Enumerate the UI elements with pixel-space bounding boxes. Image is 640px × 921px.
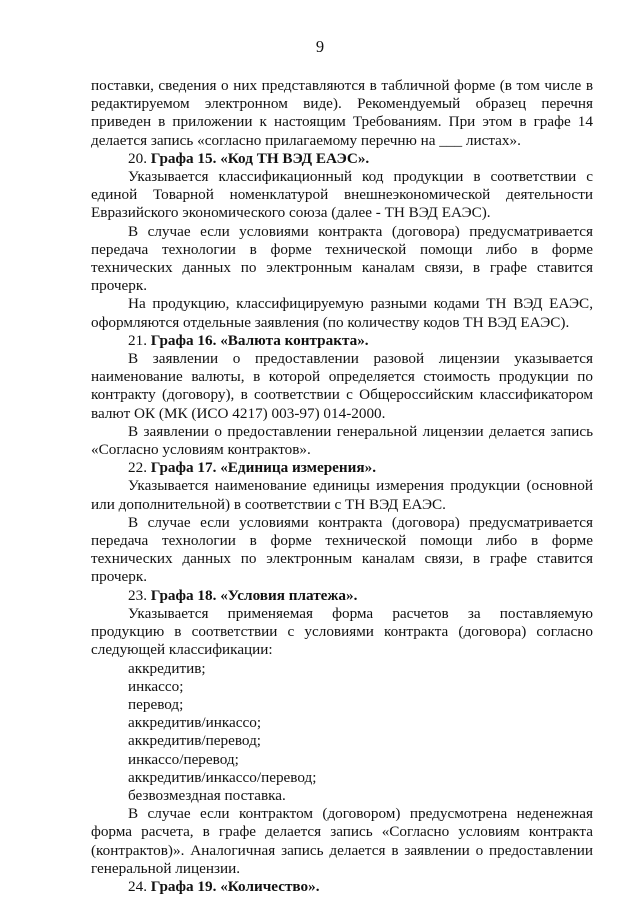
paragraph: Указывается наименование единицы измерения продукции (основной или дополнительной) в соответствии с ТН ВЭД ЕАЭС. xyxy=(91,477,593,513)
document-body xyxy=(91,77,593,896)
section-title: Графа 17. «Единица измерения». xyxy=(150,459,377,477)
paragraph: В случае если контрактом (договором) предусмотрена неденежная форма расчета, в графе делается запись «Согласно условиям контракта (контрактов)». Аналогичная запись делается в заявлении о предоставлении генеральной лицензии. xyxy=(91,805,593,877)
list-item: инкассо/перевод; xyxy=(128,750,239,768)
section-number: 24. xyxy=(128,877,151,895)
paragraph: Указывается классификационный код продукции в соответствии с единой Товарной номенклатурой внешнеэкономической деятельности Евразийского экономического союза (далее - ТН ВЭД ЕАЭС). xyxy=(91,168,593,222)
list-item: перевод; xyxy=(128,695,184,713)
list-item: безвозмездная поставка. xyxy=(128,786,286,804)
list-item: инкассо; xyxy=(128,677,184,695)
section-heading-22 xyxy=(91,459,593,477)
section-heading-21 xyxy=(91,332,593,350)
section-number: 23. xyxy=(128,586,151,604)
section-title: Графа 19. «Количество». xyxy=(150,877,320,895)
paragraph: В случае если условиями контракта (договора) предусматривается передача технологии в форме технической помощи либо в форме технических данных по электронным каналам связи, в графе ставится прочерк. xyxy=(91,222,593,295)
section-title: Графа 15. «Код ТН ВЭД ЕАЭС». xyxy=(150,149,370,167)
list-item: аккредитив; xyxy=(128,659,206,677)
section-heading-23 xyxy=(91,587,593,605)
list-item: аккредитив/перевод; xyxy=(128,732,262,750)
paragraph: В заявлении о предоставлении генеральной лицензии делается запись «Согласно условиям контрактов». xyxy=(91,422,593,459)
paragraph-continuation: поставки, сведения о них представляются в табличной форме (в том числе в редактируемом электронном виде). Рекомендуемый образец перечня приведен в приложении к настоящим Требованиям. При этом в графе 14 делается запись «согласно прилагаемому перечню на ___ листах». xyxy=(91,77,593,149)
paragraph: Указывается применяемая форма расчетов за поставляемую продукцию в соответствии с условиями контракта (договора) согласно следующей классификации: xyxy=(91,604,593,659)
page-number: 9 xyxy=(315,37,325,56)
section-heading-20 xyxy=(91,150,593,168)
section-heading-24 xyxy=(91,878,593,896)
section-title: Графа 18. «Условия платежа». xyxy=(150,586,358,604)
list-item: аккредитив/инкассо; xyxy=(128,714,262,732)
section-title: Графа 16. «Валюта контракта». xyxy=(150,331,369,349)
paragraph: В случае если условиями контракта (договора) предусматривается передача технологии в форме технической помощи либо в форме технических данных по электронным каналам связи, в графе ставится прочерк. xyxy=(91,513,593,586)
paragraph: В заявлении о предоставлении разовой лицензии указывается наименование валюты, в которой определяется стоимость продукции по контракту (договору), в соответствии с Общероссийским классификатором валют ОК (МК (ИСО 4217) 003-97) 014-2000. xyxy=(91,350,593,422)
section-number: 22. xyxy=(128,459,151,477)
section-number: 21. xyxy=(128,331,151,349)
list-item: аккредитив/инкассо/перевод; xyxy=(128,768,317,786)
paragraph: На продукцию, классифицируемую разными кодами ТН ВЭД ЕАЭС, оформляются отдельные заявления (по количеству кодов ТН ВЭД ЕАЭС). xyxy=(91,295,593,331)
section-number: 20. xyxy=(128,149,151,167)
